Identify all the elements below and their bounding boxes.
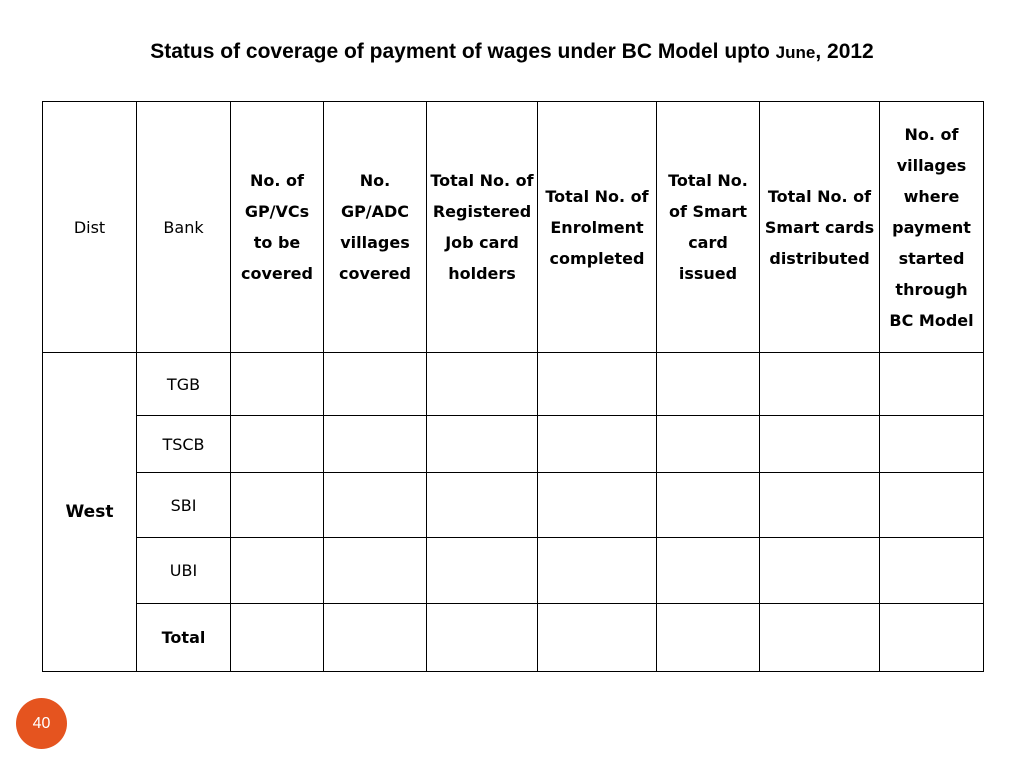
table-cell [324, 416, 427, 473]
table-cell [427, 416, 538, 473]
header-dist: Dist [43, 102, 137, 353]
bank-cell-total: Total [137, 604, 231, 672]
table-row [43, 538, 984, 604]
header-row [43, 102, 984, 353]
table-cell [427, 538, 538, 604]
table-cell [538, 473, 657, 538]
table-cell [657, 604, 760, 672]
table-cell [231, 604, 324, 672]
title-main: Status of coverage of payment of wages under BC Model upto [150, 40, 776, 63]
coverage-table [42, 101, 984, 672]
header-villages-bc: No. of villages where payment started through BC Model [880, 102, 984, 353]
table-cell [880, 473, 984, 538]
table-cell [427, 473, 538, 538]
table-cell [538, 416, 657, 473]
table-row [43, 353, 984, 416]
table-cell [231, 416, 324, 473]
table-cell [657, 538, 760, 604]
table-cell [324, 353, 427, 416]
header-gp-adc: No. GP/ADC villages covered [324, 102, 427, 353]
header-job-card-holders: Total No. of Registered Job card holders [427, 102, 538, 353]
table-cell [760, 538, 880, 604]
table-cell [657, 473, 760, 538]
table-cell [880, 416, 984, 473]
header-smart-card-distributed: Total No. of Smart cards distributed [760, 102, 880, 353]
header-enrolment: Total No. of Enrolment completed [538, 102, 657, 353]
table-row [43, 416, 984, 473]
table-cell [324, 604, 427, 672]
table-cell [760, 473, 880, 538]
table-cell [538, 353, 657, 416]
bank-cell: UBI [137, 538, 231, 604]
table-cell [427, 604, 538, 672]
table-row-total [43, 604, 984, 672]
bank-cell: SBI [137, 473, 231, 538]
district-cell: West [43, 353, 137, 672]
page-number-badge: 40 [16, 698, 67, 749]
table-cell [231, 473, 324, 538]
table-row [43, 473, 984, 538]
table-cell [427, 353, 538, 416]
header-smart-card-issued: Total No. of Smart card issued [657, 102, 760, 353]
table-cell [760, 353, 880, 416]
bank-cell: TSCB [137, 416, 231, 473]
slide-title [0, 40, 1024, 64]
table-cell [760, 604, 880, 672]
table-cell [231, 353, 324, 416]
table-cell [880, 604, 984, 672]
bank-cell: TGB [137, 353, 231, 416]
table-cell [231, 538, 324, 604]
table-cell [538, 538, 657, 604]
table-cell [538, 604, 657, 672]
table-cell [760, 416, 880, 473]
table-cell [324, 538, 427, 604]
header-bank: Bank [137, 102, 231, 353]
table-cell [880, 353, 984, 416]
table-cell [657, 353, 760, 416]
table-cell [324, 473, 427, 538]
title-year: , 2012 [815, 40, 874, 63]
table-cell [657, 416, 760, 473]
table-cell [880, 538, 984, 604]
header-gp-vcs: No. of GP/VCs to be covered [231, 102, 324, 353]
title-month: June [775, 43, 816, 62]
